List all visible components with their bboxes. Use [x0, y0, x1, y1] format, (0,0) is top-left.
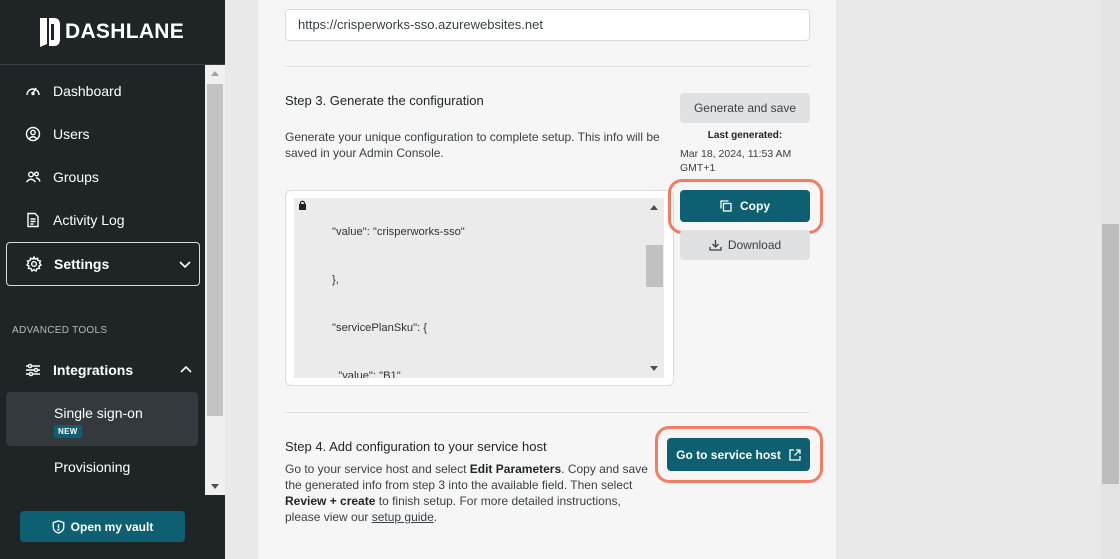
sliders-icon [25, 362, 41, 378]
sidebar-item-settings[interactable] [6, 242, 200, 286]
sidebar-item-label: Integrations [53, 362, 134, 378]
step4-desc-text: . Copy and save the generated info from step 3 into the available field. Then select [285, 462, 648, 492]
section-label-advanced-tools: ADVANCED TOOLS [12, 325, 108, 336]
service-host-url-field[interactable]: https://crisperworks-sso.azurewebsites.net [285, 9, 810, 41]
step4-title: Step 4. Add configuration to your service host [285, 439, 547, 454]
external-link-icon [789, 449, 801, 461]
code-line: "servicePlanSku": { [332, 322, 428, 334]
download-button[interactable] [680, 230, 810, 260]
sidebar-scrollbar[interactable] [205, 65, 225, 495]
code-line: "value": "B1" [332, 370, 401, 378]
section-divider [285, 66, 810, 67]
dashlane-logo-icon [39, 16, 61, 48]
step3-title: Step 3. Generate the configuration [285, 93, 484, 108]
user-icon [25, 126, 41, 142]
section-divider [285, 412, 810, 413]
generate-and-save-button[interactable]: Generate and save [680, 93, 810, 123]
dashlane-logo[interactable] [39, 16, 184, 48]
code-lines [294, 198, 644, 378]
chevron-up-icon [178, 362, 194, 378]
scrollbar-thumb[interactable] [1102, 224, 1119, 484]
copy-icon [720, 200, 732, 212]
code-line: }, [332, 274, 339, 286]
sidebar-item-label: Single sign-on [54, 405, 143, 421]
gear-icon [26, 256, 42, 272]
step3-description: Generate your unique configuration to complete setup. This info will be saved in your Admin Console. [285, 130, 660, 160]
go-to-service-host-label: Go to service host [676, 447, 781, 462]
open-vault-label: Open my vault [70, 519, 154, 534]
sidebar-item-label: Groups [53, 169, 99, 185]
gauge-icon [25, 83, 41, 99]
scroll-down-arrow-icon[interactable] [211, 484, 219, 489]
sidebar-item-label: Activity Log [53, 212, 125, 228]
last-generated-label: Last generated: [707, 130, 783, 141]
lock-icon [298, 200, 307, 210]
sidebar-item-activity-log[interactable] [6, 199, 200, 241]
code-scrollbar[interactable] [645, 198, 664, 378]
scrollbar-thumb[interactable] [646, 245, 663, 287]
copy-label: Copy [740, 199, 770, 213]
sidebar-item-label: Users [53, 126, 90, 142]
scrollbar-thumb[interactable] [207, 84, 223, 416]
chevron-down-icon [177, 256, 193, 272]
open-vault-button[interactable] [20, 511, 185, 542]
step4-desc-text: Go to your service host and select [285, 462, 470, 476]
step4-description [285, 461, 657, 525]
group-icon [25, 169, 41, 185]
step4-desc-text: to finish setup. For more detailed instructions, please view our [285, 494, 621, 524]
go-to-service-host-button[interactable] [667, 438, 810, 471]
sidebar-item-integrations[interactable] [6, 349, 200, 391]
sidebar-item-groups[interactable] [6, 156, 200, 198]
code-line: "value": "crisperworks-sso" [332, 226, 465, 238]
last-generated-value: Mar 18, 2024, 11:53 AM GMT+1 [680, 148, 792, 174]
scroll-up-arrow-icon[interactable] [650, 205, 658, 210]
new-badge: NEW [54, 425, 82, 438]
scroll-up-arrow-icon[interactable] [211, 71, 219, 76]
brand-name: DASHLANE [65, 20, 185, 43]
page-scrollbar[interactable] [1101, 0, 1120, 559]
configuration-code[interactable] [294, 198, 664, 378]
sidebar [0, 0, 225, 559]
sidebar-item-label: Dashboard [53, 83, 122, 99]
step4-desc-text: . [433, 510, 438, 524]
copy-button[interactable] [680, 190, 810, 222]
sidebar-item-dashboard[interactable] [6, 70, 200, 112]
step4-desc-bold: Review + create [285, 494, 376, 508]
sidebar-nav [0, 65, 205, 495]
sidebar-item-single-sign-on[interactable] [6, 392, 198, 446]
download-icon [709, 239, 722, 251]
step4-desc-bold: Edit Parameters [469, 462, 562, 476]
sidebar-item-label: Settings [54, 256, 110, 272]
sidebar-item-provisioning[interactable] [6, 459, 198, 475]
sidebar-item-label: Provisioning [54, 459, 131, 475]
download-label: Download [727, 238, 782, 252]
document-icon [25, 212, 41, 228]
sidebar-item-users[interactable] [6, 113, 200, 155]
shield-icon [52, 520, 65, 534]
scroll-down-arrow-icon[interactable] [650, 366, 658, 371]
setup-guide-link[interactable]: setup guide [371, 510, 434, 524]
